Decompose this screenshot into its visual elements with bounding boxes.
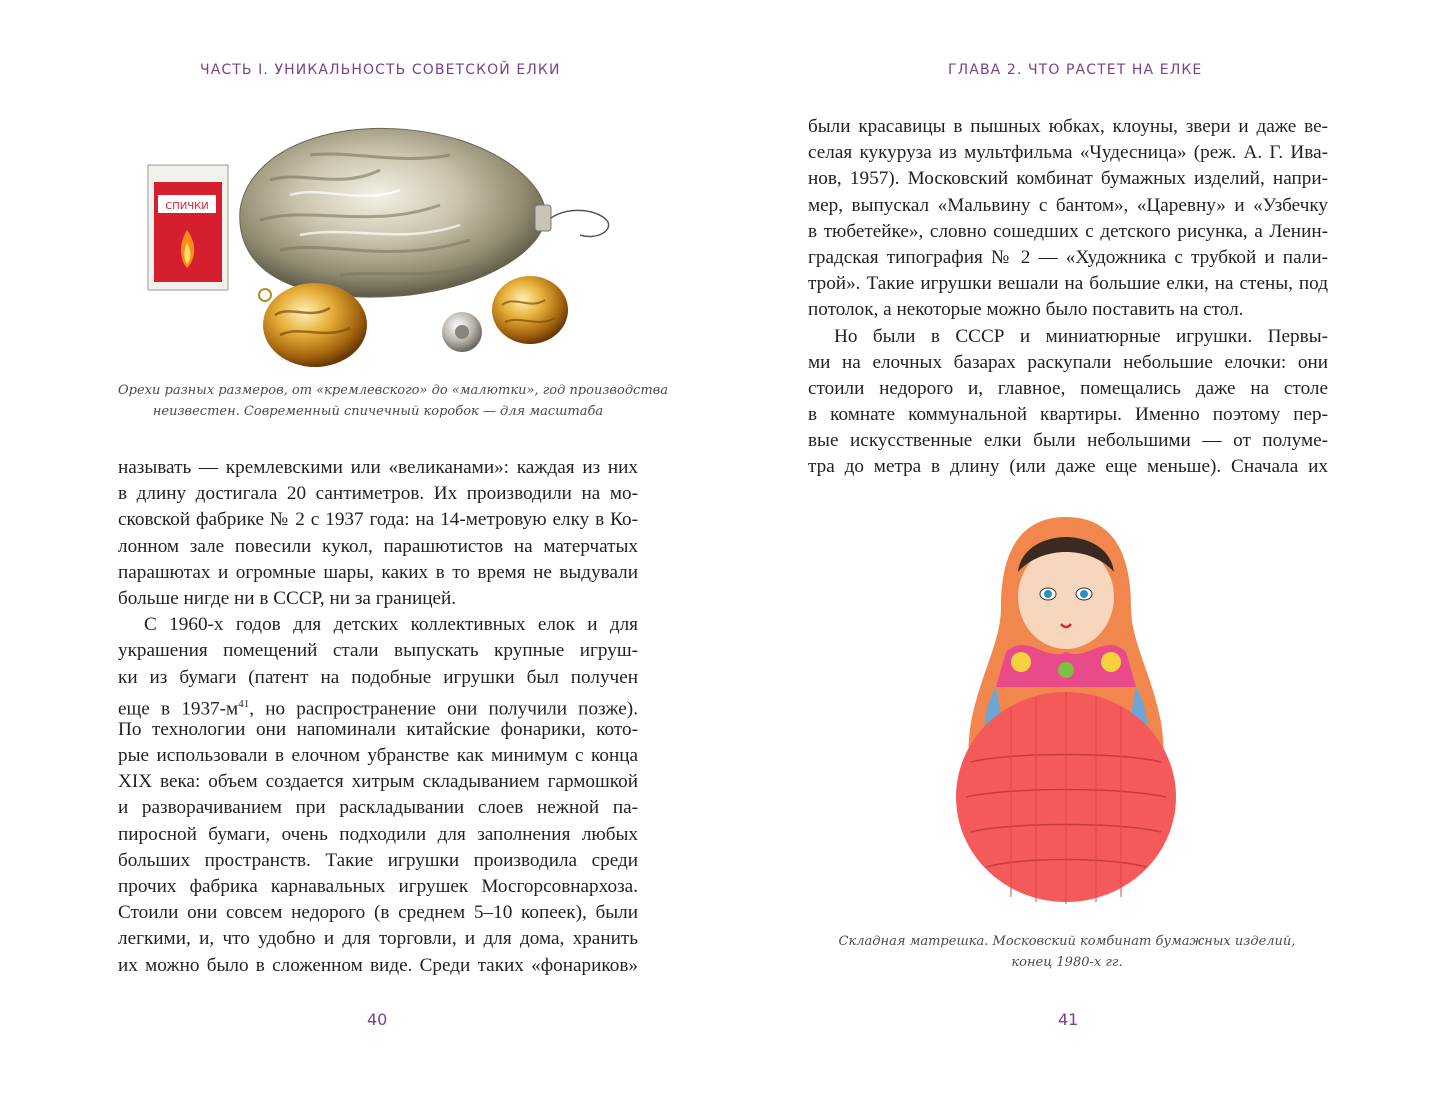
body-text (808, 114, 1328, 481)
text-line: парашютах и огромные шары, каких в то время не выдували (118, 561, 638, 583)
text-line: нов, 1957). Московский комбинат бумажных изделий, напри- (808, 168, 1328, 190)
text-line: По технологии они напоминали китайские фонарики, кото- (118, 718, 638, 740)
text-line: лонном зале повесили кукол, парашютистов на матерчатых (118, 535, 638, 557)
page-number: 41 (1058, 1010, 1079, 1029)
text-line: Но были в СССР и миниатюрные игрушки. Первы- (834, 325, 1328, 347)
text-line: сковской фабрике № 2 с 1937 года: на 14-метровую елку в Ко- (118, 509, 638, 531)
text-line: в тюбетейке», словно сошедших с детского рисунка, а Ленин- (808, 220, 1328, 242)
running-head: ЧАСТЬ I. УНИКАЛЬНОСТЬ СОВЕТСКОЙ ЕЛКИ (200, 62, 561, 78)
text-line: больше нигде ни в СССР, ни за границей. (118, 587, 457, 609)
text-line: рые использовали в елочном убранстве как минимум с конца (118, 745, 638, 767)
text-line: градская типография № 2 — «Художника с трубкой и пали- (808, 246, 1328, 268)
gold-walnut-left (259, 283, 367, 367)
text-line: больших пространств. Такие игрушки производила среди (118, 849, 638, 871)
text-line: трой». Такие игрушки вешали на большие елки, на стены, под (808, 273, 1328, 295)
gold-walnut-right (492, 276, 568, 344)
running-head: ГЛАВА 2. ЧТО РАСТЕТ НА ЕЛКЕ (948, 62, 1203, 78)
figure-caption (118, 381, 668, 422)
folding-matryoshka-photo (951, 512, 1181, 922)
text-line: ки из бумаги (патент на подобные игрушки был получен (118, 666, 638, 688)
text-line: вые искусственные елки были небольшими — от полуме- (808, 430, 1328, 452)
text-segment: еще в 1937-м (118, 698, 239, 720)
text-line: селая кукуруза из мультфильма «Чудесница» (реж. А. Г. Ива- (808, 142, 1328, 164)
text-line: потолок, а некоторые можно было поставить на стол. (808, 299, 1244, 321)
caption-line: неизвестен. Современный спичечный коробок — для масштаба (152, 403, 604, 419)
text-line: С 1960-х годов для детских коллективных елок и для (144, 614, 638, 636)
text-line: были красавицы в пышных юбках, клоуны, звери и даже ве- (808, 116, 1328, 137)
text-line: ми на елочных базарах раскупали небольшие елочки: они (808, 351, 1328, 373)
page-number: 40 (367, 1010, 388, 1029)
matchbox-label: СПИЧКИ (165, 201, 209, 212)
text-line: мер, выпускал «Мальвину с бантом», «Царевну» и «Узбечку (808, 194, 1328, 216)
text-line: XIX века: объем создается хитрым складыванием гармошкой (118, 771, 638, 793)
right-page (723, 0, 1445, 1100)
text-line: украшения помещений стали выпускать крупные игруш- (118, 640, 638, 662)
honeycomb-skirt (956, 692, 1176, 904)
footnote-ref[interactable]: 41 (238, 697, 250, 710)
text-line-with-footnote (118, 691, 638, 720)
text-segment: , но распространение они получили позже). (249, 698, 638, 720)
text-line: тра до метра в длину (или даже еще меньше). Сначала их (808, 456, 1328, 478)
text-line: стоили недорого и, главное, помещались даже на столе (808, 377, 1328, 399)
caption-line: Орехи разных размеров, от «кремлевского» до «малютки», год производства (118, 383, 668, 398)
text-line: пиросной бумаги, очень подходили для заполнения любых (118, 823, 638, 845)
text-line: легкими, и, что удобно и для торговли, и для дома, хранить (118, 928, 638, 950)
left-page (0, 0, 722, 1100)
caption-line: Складная матрешка. Московский комбинат бумажных изделий, (838, 934, 1296, 949)
body-text (118, 455, 638, 979)
text-line: и разворачиванием при раскладывании слоев нежной па- (118, 797, 638, 819)
large-silver-walnut (240, 128, 609, 297)
figure-caption (807, 932, 1327, 973)
text-line: их можно было в сложенном виде. Среди таких «фонариков» (118, 954, 638, 976)
text-line: в длину достигала 20 сантиметров. Их производили на мо- (118, 483, 638, 505)
text-line: прочих фабрика карнавальных игрушек Мосгорсовнархоза. (118, 876, 638, 897)
matryoshka-face (1018, 545, 1114, 649)
text-line: в комнате коммунальной квартиры. Именно поэтому пер- (808, 404, 1328, 426)
text-line: Стоили они совсем недорого (в среднем 5–10 копеек), были (118, 902, 638, 924)
small-silver-ornament (442, 312, 482, 352)
text-line: называть — кремлевскими или «великанами»: каждая из них (118, 457, 638, 478)
walnut-ornaments-photo (140, 110, 620, 372)
matchbox (148, 165, 228, 290)
caption-line: конец 1980-х гг. (1011, 954, 1123, 970)
